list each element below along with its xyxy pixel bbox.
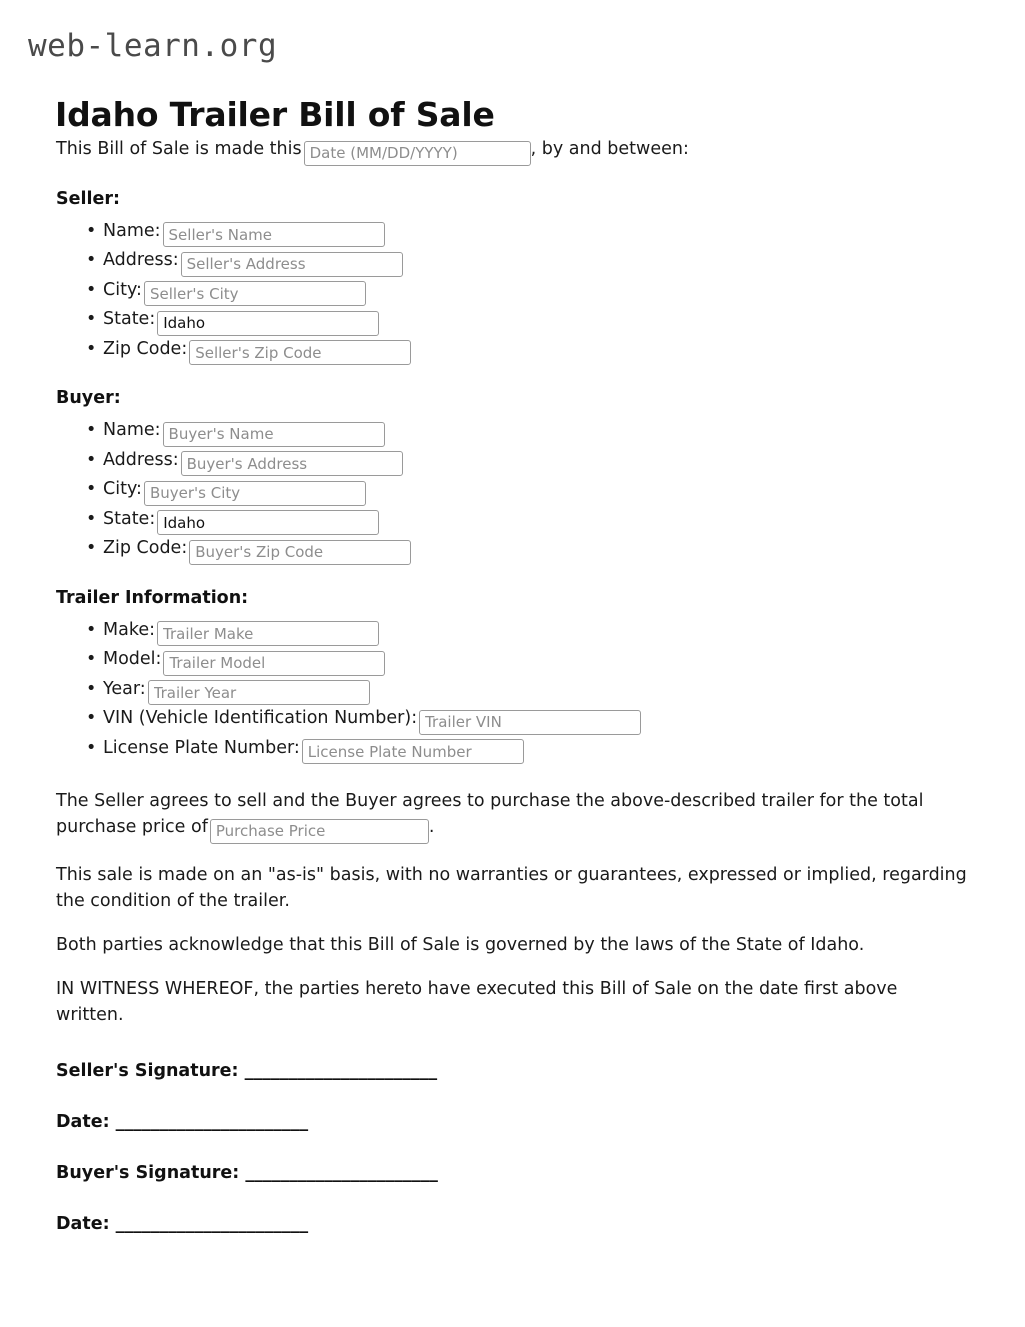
site-watermark: web-learn.org xyxy=(28,28,278,64)
seller-signature-line xyxy=(56,1058,969,1084)
intro-text-after: , by and between: xyxy=(530,139,689,159)
seller-heading: Seller: xyxy=(56,188,120,209)
seller-state-input[interactable] xyxy=(157,311,379,336)
seller-address-row xyxy=(56,247,1025,277)
as-is-paragraph: This sale is made on an "as-is" basis, with no warranties or guarantees, expressed or implied, regarding the condition of the trailer. xyxy=(56,864,967,911)
trailer-field-list xyxy=(0,617,1025,765)
buyer-state-input[interactable] xyxy=(157,510,379,535)
trailer-make-input[interactable] xyxy=(157,621,379,646)
seller-name-input[interactable] xyxy=(163,222,385,247)
trailer-model-row xyxy=(56,646,1025,676)
seller-date-rule[interactable]: ______________________ xyxy=(115,1111,309,1132)
buyer-signature-line xyxy=(56,1160,969,1186)
buyer-address-input[interactable] xyxy=(181,451,403,476)
buyer-city-label: City: xyxy=(103,479,142,499)
trailer-plate-label: License Plate Number: xyxy=(103,737,300,758)
trailer-year-input[interactable] xyxy=(148,680,370,705)
seller-city-input[interactable] xyxy=(144,281,366,306)
intro-text-before: This Bill of Sale is made this xyxy=(56,139,302,159)
trailer-vin-label: VIN (Vehicle Identification Number): xyxy=(103,708,418,728)
seller-state-label: State: xyxy=(103,309,156,329)
seller-name-row xyxy=(56,218,1025,248)
governing-law-paragraph: Both parties acknowledge that this Bill of Sale is governed by the laws of the State of Idaho. xyxy=(56,934,865,955)
trailer-year-label: Year: xyxy=(103,678,146,699)
trailer-model-input[interactable] xyxy=(163,651,385,676)
buyer-city-row xyxy=(56,476,1025,506)
seller-signature-label: Seller's Signature: xyxy=(56,1060,239,1081)
date-input[interactable] xyxy=(304,141,531,166)
page-title: Idaho Trailer Bill of Sale xyxy=(55,95,495,135)
buyer-zip-input[interactable] xyxy=(189,540,411,565)
trailer-heading: Trailer Information: xyxy=(56,587,249,608)
intro-paragraph xyxy=(0,136,1025,166)
seller-field-list xyxy=(0,218,1025,366)
seller-state-row xyxy=(56,306,1025,336)
trailer-year-row xyxy=(56,676,1025,706)
buyer-address-row xyxy=(56,447,1025,477)
buyer-name-label: Name: xyxy=(103,420,161,440)
buyer-name-input[interactable] xyxy=(163,422,385,447)
signature-block xyxy=(0,1058,1025,1237)
seller-city-label: City: xyxy=(103,279,142,300)
seller-date-line xyxy=(56,1109,969,1135)
purchase-paragraph xyxy=(0,788,1025,844)
seller-signature-rule[interactable]: ______________________ xyxy=(244,1060,438,1081)
buyer-state-label: State: xyxy=(103,508,156,529)
document-content xyxy=(0,136,1025,1262)
purchase-price-input[interactable] xyxy=(210,819,429,844)
seller-date-label: Date: xyxy=(56,1111,110,1132)
buyer-signature-rule[interactable]: ______________________ xyxy=(245,1162,438,1183)
seller-city-row xyxy=(56,277,1025,307)
buyer-address-label: Address: xyxy=(103,449,179,470)
purchase-text-before: The Seller agrees to sell and the Buyer agrees to purchase the above-described trailer for the total purchase price of xyxy=(56,791,924,837)
trailer-model-label: Model: xyxy=(103,649,162,669)
seller-address-input[interactable] xyxy=(181,252,403,277)
trailer-plate-row xyxy=(56,735,1025,765)
buyer-zip-label: Zip Code: xyxy=(103,538,188,558)
buyer-heading: Buyer: xyxy=(56,388,121,408)
seller-zip-label: Zip Code: xyxy=(103,338,188,359)
seller-zip-input[interactable] xyxy=(189,340,411,365)
buyer-date-rule[interactable]: ______________________ xyxy=(115,1213,309,1234)
witness-paragraph: IN WITNESS WHEREOF, the parties hereto have executed this Bill of Sale on the date first above written. xyxy=(56,978,898,1025)
buyer-state-row xyxy=(56,506,1025,536)
buyer-signature-label: Buyer's Signature: xyxy=(56,1162,240,1183)
buyer-name-row xyxy=(56,417,1025,447)
buyer-date-line xyxy=(56,1211,969,1237)
buyer-date-label: Date: xyxy=(56,1213,110,1234)
trailer-vin-input[interactable] xyxy=(419,710,641,735)
seller-name-label: Name: xyxy=(103,220,161,241)
buyer-city-input[interactable] xyxy=(144,481,366,506)
seller-zip-row xyxy=(56,336,1025,366)
trailer-make-label: Make: xyxy=(103,619,155,640)
trailer-plate-input[interactable] xyxy=(302,739,524,764)
purchase-text-after: . xyxy=(428,817,435,837)
seller-address-label: Address: xyxy=(103,250,179,270)
trailer-make-row xyxy=(56,617,1025,647)
buyer-zip-row xyxy=(56,535,1025,565)
trailer-vin-row xyxy=(56,705,1025,735)
buyer-field-list xyxy=(0,417,1025,565)
